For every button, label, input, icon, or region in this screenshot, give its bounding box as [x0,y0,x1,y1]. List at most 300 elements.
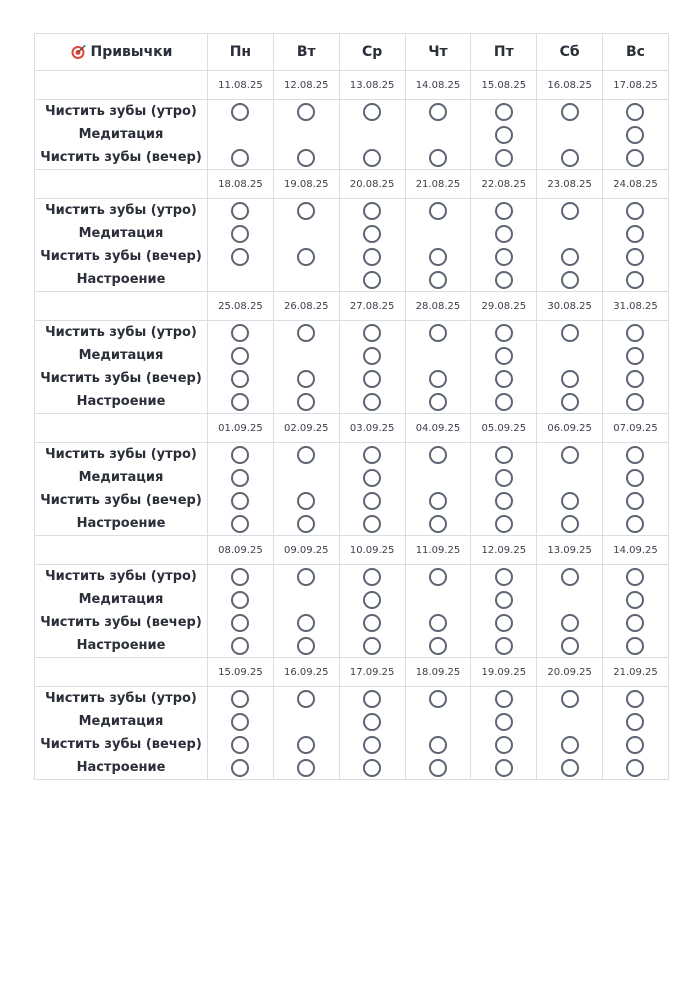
checkbox-slot [471,466,536,489]
habit-checkbox[interactable] [561,637,579,655]
checkbox-slot [406,687,471,710]
checkbox-slot [208,146,273,169]
checkbox-slot [537,268,602,291]
date-cell: 11.08.25 [208,71,274,100]
habit-checkbox[interactable] [231,713,249,731]
checkbox-slot [208,687,273,710]
week-habits-row [35,100,669,170]
habit-checkbox[interactable] [626,271,644,289]
habit-checkbox[interactable] [231,637,249,655]
checkbox-slot [274,733,339,756]
habit-checkbox[interactable] [363,248,381,266]
checkbox-slot [274,611,339,634]
habit-checkbox[interactable] [297,759,315,777]
habit-checkbox[interactable] [297,568,315,586]
checkbox-slot [406,466,471,489]
day-cell [603,687,669,780]
checkbox-slot [340,634,405,657]
habit-checkbox[interactable] [495,690,513,708]
habit-checkbox[interactable] [363,225,381,243]
checkbox-slot [603,321,668,344]
checkbox-slot [340,489,405,512]
checkbox-slot [274,710,339,733]
habit-checkbox[interactable] [231,202,249,220]
habit-checkbox[interactable] [561,736,579,754]
day-cell [537,687,603,780]
checkbox-slot [274,512,339,535]
date-cell: 03.09.25 [339,414,405,443]
habit-checkbox[interactable] [429,759,447,777]
checkbox-slot [603,390,668,413]
habit-checkbox[interactable] [626,126,644,144]
day-cell [273,321,339,414]
habit-checkbox[interactable] [231,225,249,243]
habit-checkbox[interactable] [363,271,381,289]
checkbox-slot [208,390,273,413]
day-cell [471,321,537,414]
day-cell [603,321,669,414]
checkbox-slot [603,512,668,535]
checkbox-slot [471,199,536,222]
habit-label: Медитация [78,470,164,485]
habit-checkbox[interactable] [626,149,644,167]
habit-checkbox[interactable] [495,202,513,220]
date-cell: 08.09.25 [208,536,274,565]
habit-checkbox[interactable] [297,614,315,632]
habit-checkbox[interactable] [495,446,513,464]
week-dates-row [35,71,669,100]
checkbox-slot [208,100,273,123]
habit-checkbox[interactable] [297,370,315,388]
header-row [35,34,669,71]
habit-checkbox[interactable] [495,103,513,121]
habit-checkbox[interactable] [561,370,579,388]
habit-checkbox[interactable] [495,347,513,365]
habit-checkbox[interactable] [297,515,315,533]
habit-checkbox[interactable] [495,568,513,586]
habit-checkbox[interactable] [297,149,315,167]
date-cell: 15.08.25 [471,71,537,100]
day-cell [471,100,537,170]
habit-tracker-table [34,33,669,780]
habit-checkbox[interactable] [231,347,249,365]
habit-checkbox[interactable] [297,637,315,655]
checkbox-slot [603,733,668,756]
habit-checkbox[interactable] [231,614,249,632]
habit-checkbox[interactable] [495,248,513,266]
habit-checkbox[interactable] [363,759,381,777]
date-cell: 10.09.25 [339,536,405,565]
checkbox-slot [274,367,339,390]
habit-checkbox[interactable] [561,103,579,121]
day-cell [471,687,537,780]
habit-checkbox[interactable] [626,492,644,510]
habit-checkbox[interactable] [231,103,249,121]
date-cell: 27.08.25 [339,292,405,321]
date-cell: 24.08.25 [603,170,669,199]
habit-checkbox[interactable] [626,469,644,487]
week-dates-row [35,658,669,687]
checkbox-slot [274,443,339,466]
checkbox-slot [208,443,273,466]
habit-checkbox[interactable] [363,446,381,464]
checkbox-slot [208,733,273,756]
week-habits-row [35,565,669,658]
checkbox-slot [340,588,405,611]
day-cell [537,565,603,658]
date-cell: 12.09.25 [471,536,537,565]
habit-checkbox[interactable] [231,568,249,586]
checkbox-slot [274,321,339,344]
habit-checkbox[interactable] [561,492,579,510]
habit-checkbox[interactable] [626,370,644,388]
habit-checkbox[interactable] [561,759,579,777]
checkbox-slot [537,344,602,367]
habit-checkbox[interactable] [429,202,447,220]
checkbox-slot [406,367,471,390]
habit-checkbox[interactable] [231,370,249,388]
habit-checkbox[interactable] [297,690,315,708]
habit-checkbox[interactable] [626,690,644,708]
habit-checkbox[interactable] [363,568,381,586]
date-cell: 06.09.25 [537,414,603,443]
checkbox-slot [471,687,536,710]
day-cell [537,443,603,536]
habit-checkbox[interactable] [495,759,513,777]
checkbox-slot [208,489,273,512]
habit-checkbox[interactable] [363,713,381,731]
checkbox-slot [406,344,471,367]
habit-checkbox[interactable] [495,515,513,533]
checkbox-slot [537,733,602,756]
checkbox-slot [603,245,668,268]
checkbox-slot [537,146,602,169]
checkbox-slot [537,443,602,466]
checkbox-slot [471,710,536,733]
day-cell [208,100,274,170]
date-cell: 17.08.25 [603,71,669,100]
habit-checkbox[interactable] [495,614,513,632]
day-cell [537,321,603,414]
habit-checkbox[interactable] [429,248,447,266]
habit-checkbox[interactable] [561,248,579,266]
day-header: Сб [537,34,603,71]
checkbox-slot [537,100,602,123]
checkbox-slot [208,367,273,390]
habit-checkbox[interactable] [495,713,513,731]
habit-label: Чистить зубы (утро) [45,691,197,706]
checkbox-slot [603,611,668,634]
week-dates-row [35,292,669,321]
checkbox-slot [406,245,471,268]
day-cell [603,565,669,658]
habit-checkbox[interactable] [561,202,579,220]
habit-checkbox[interactable] [429,492,447,510]
day-cell [208,321,274,414]
checkbox-slot [340,344,405,367]
habit-checkbox[interactable] [626,225,644,243]
date-cell: 02.09.25 [273,414,339,443]
habit-checkbox[interactable] [626,347,644,365]
habit-checkbox[interactable] [363,347,381,365]
habit-checkbox[interactable] [297,492,315,510]
date-cell: 21.09.25 [603,658,669,687]
checkbox-slot [537,756,602,779]
week-habits-row [35,687,669,780]
habit-checkbox[interactable] [363,736,381,754]
date-cell: 19.09.25 [471,658,537,687]
habit-checkbox[interactable] [231,248,249,266]
habit-checkbox[interactable] [231,469,249,487]
empty-cell [35,292,208,321]
day-cell [471,199,537,292]
habit-checkbox[interactable] [363,591,381,609]
date-cell: 17.09.25 [339,658,405,687]
checkbox-slot [274,489,339,512]
checkbox-slot [406,100,471,123]
habit-labels-cell [35,443,208,536]
day-cell [339,565,405,658]
habit-checkbox[interactable] [561,568,579,586]
week-dates-row [35,414,669,443]
checkbox-slot [537,321,602,344]
habit-checkbox[interactable] [231,591,249,609]
checkbox-slot [340,199,405,222]
habit-checkbox[interactable] [626,713,644,731]
checkbox-slot [208,611,273,634]
habit-checkbox[interactable] [429,690,447,708]
checkbox-slot [537,588,602,611]
empty-cell [35,71,208,100]
habit-checkbox[interactable] [231,446,249,464]
habit-checkbox[interactable] [429,370,447,388]
habit-checkbox[interactable] [429,149,447,167]
habit-checkbox[interactable] [495,591,513,609]
habit-checkbox[interactable] [297,202,315,220]
habit-checkbox[interactable] [561,446,579,464]
date-cell: 20.09.25 [537,658,603,687]
habit-checkbox[interactable] [363,103,381,121]
habit-checkbox[interactable] [363,370,381,388]
habit-checkbox[interactable] [561,515,579,533]
habit-checkbox[interactable] [297,103,315,121]
habit-checkbox[interactable] [297,736,315,754]
checkbox-slot [603,588,668,611]
habit-checkbox[interactable] [297,248,315,266]
day-header: Пн [208,34,274,71]
habit-labels-cell [35,321,208,414]
habit-checkbox[interactable] [231,690,249,708]
empty-cell [35,536,208,565]
habit-checkbox[interactable] [561,393,579,411]
habit-checkbox[interactable] [626,103,644,121]
checkbox-slot [340,565,405,588]
checkbox-slot [340,512,405,535]
day-cell [537,100,603,170]
checkbox-slot [274,146,339,169]
habit-checkbox[interactable] [297,324,315,342]
habit-checkbox[interactable] [363,324,381,342]
habit-checkbox[interactable] [626,614,644,632]
checkbox-slot [406,756,471,779]
checkbox-slot [406,146,471,169]
habit-checkbox[interactable] [626,202,644,220]
habit-checkbox[interactable] [626,736,644,754]
checkbox-slot [603,565,668,588]
checkbox-slot [471,123,536,146]
date-cell: 23.08.25 [537,170,603,199]
habit-checkbox[interactable] [231,393,249,411]
habit-checkbox[interactable] [429,637,447,655]
checkbox-slot [208,512,273,535]
date-cell: 31.08.25 [603,292,669,321]
checkbox-slot [537,390,602,413]
habit-checkbox[interactable] [231,759,249,777]
habit-checkbox[interactable] [495,393,513,411]
checkbox-slot [406,321,471,344]
habit-checkbox[interactable] [626,568,644,586]
checkbox-slot [471,344,536,367]
checkbox-slot [406,565,471,588]
checkbox-slot [603,443,668,466]
checkbox-slot [274,687,339,710]
habit-label: Чистить зубы (вечер) [40,150,202,165]
habit-checkbox[interactable] [495,126,513,144]
day-cell [339,199,405,292]
checkbox-slot [603,466,668,489]
habit-label: Чистить зубы (вечер) [40,371,202,386]
habit-checkbox[interactable] [363,202,381,220]
habit-checkbox[interactable] [231,736,249,754]
habit-checkbox[interactable] [626,591,644,609]
checkbox-slot [537,367,602,390]
habit-label: Чистить зубы (утро) [45,569,197,584]
habit-label: Медитация [78,226,164,241]
checkbox-slot [406,268,471,291]
habit-labels-cell [35,565,208,658]
habit-checkbox[interactable] [231,149,249,167]
day-cell [603,199,669,292]
checkbox-slot [274,245,339,268]
habit-label: Чистить зубы (утро) [45,203,197,218]
habit-checkbox[interactable] [626,637,644,655]
habit-label: Чистить зубы (вечер) [40,615,202,630]
week-dates-row [35,536,669,565]
habit-checkbox[interactable] [429,568,447,586]
habit-checkbox[interactable] [429,103,447,121]
day-cell [208,443,274,536]
date-cell: 29.08.25 [471,292,537,321]
date-cell: 12.08.25 [273,71,339,100]
checkbox-slot [406,222,471,245]
checkbox-slot [406,512,471,535]
date-cell: 09.09.25 [273,536,339,565]
checkbox-slot [274,222,339,245]
checkbox-slot [471,565,536,588]
day-cell [339,443,405,536]
habit-checkbox[interactable] [429,446,447,464]
checkbox-slot [471,512,536,535]
checkbox-slot [537,123,602,146]
checkbox-slot [603,756,668,779]
habit-checkbox[interactable] [363,492,381,510]
day-cell [339,100,405,170]
habit-checkbox[interactable] [495,149,513,167]
habit-checkbox[interactable] [297,393,315,411]
habit-checkbox[interactable] [231,324,249,342]
checkbox-slot [471,146,536,169]
habit-checkbox[interactable] [495,736,513,754]
checkbox-slot [537,565,602,588]
habit-checkbox[interactable] [495,324,513,342]
checkbox-slot [208,268,273,291]
habit-checkbox[interactable] [363,393,381,411]
habit-checkbox[interactable] [561,149,579,167]
date-cell: 04.09.25 [405,414,471,443]
habit-label: Чистить зубы (вечер) [40,493,202,508]
habit-checkbox[interactable] [626,324,644,342]
date-cell: 22.08.25 [471,170,537,199]
habit-checkbox[interactable] [495,370,513,388]
habit-checkbox[interactable] [561,614,579,632]
checkbox-slot [406,443,471,466]
habit-checkbox[interactable] [429,736,447,754]
habit-checkbox[interactable] [495,637,513,655]
habit-checkbox[interactable] [561,690,579,708]
day-cell [273,443,339,536]
checkbox-slot [471,268,536,291]
habit-checkbox[interactable] [429,515,447,533]
checkbox-slot [406,611,471,634]
habit-checkbox[interactable] [429,271,447,289]
habit-checkbox[interactable] [495,469,513,487]
date-cell: 14.09.25 [603,536,669,565]
checkbox-slot [537,611,602,634]
habit-checkbox[interactable] [561,271,579,289]
habit-checkbox[interactable] [363,690,381,708]
habit-checkbox[interactable] [231,515,249,533]
habit-checkbox[interactable] [363,149,381,167]
habit-checkbox[interactable] [626,759,644,777]
habit-checkbox[interactable] [626,446,644,464]
habit-checkbox[interactable] [626,248,644,266]
checkbox-slot [471,588,536,611]
day-cell [405,199,471,292]
habit-checkbox[interactable] [429,324,447,342]
habit-checkbox[interactable] [363,515,381,533]
habit-checkbox[interactable] [495,492,513,510]
habit-checkbox[interactable] [363,637,381,655]
habit-checkbox[interactable] [429,393,447,411]
habit-checkbox[interactable] [297,446,315,464]
checkbox-slot [208,222,273,245]
habit-checkbox[interactable] [231,492,249,510]
title-cell [35,34,208,71]
checkbox-slot [603,634,668,657]
day-header: Вс [603,34,669,71]
checkbox-slot [340,611,405,634]
habit-checkbox[interactable] [363,469,381,487]
checkbox-slot [406,710,471,733]
habit-checkbox[interactable] [429,614,447,632]
habit-checkbox[interactable] [363,614,381,632]
habit-checkbox[interactable] [495,225,513,243]
habit-checkbox[interactable] [561,324,579,342]
habit-checkbox[interactable] [495,271,513,289]
date-cell: 28.08.25 [405,292,471,321]
habit-checkbox[interactable] [626,393,644,411]
habit-checkbox[interactable] [626,515,644,533]
